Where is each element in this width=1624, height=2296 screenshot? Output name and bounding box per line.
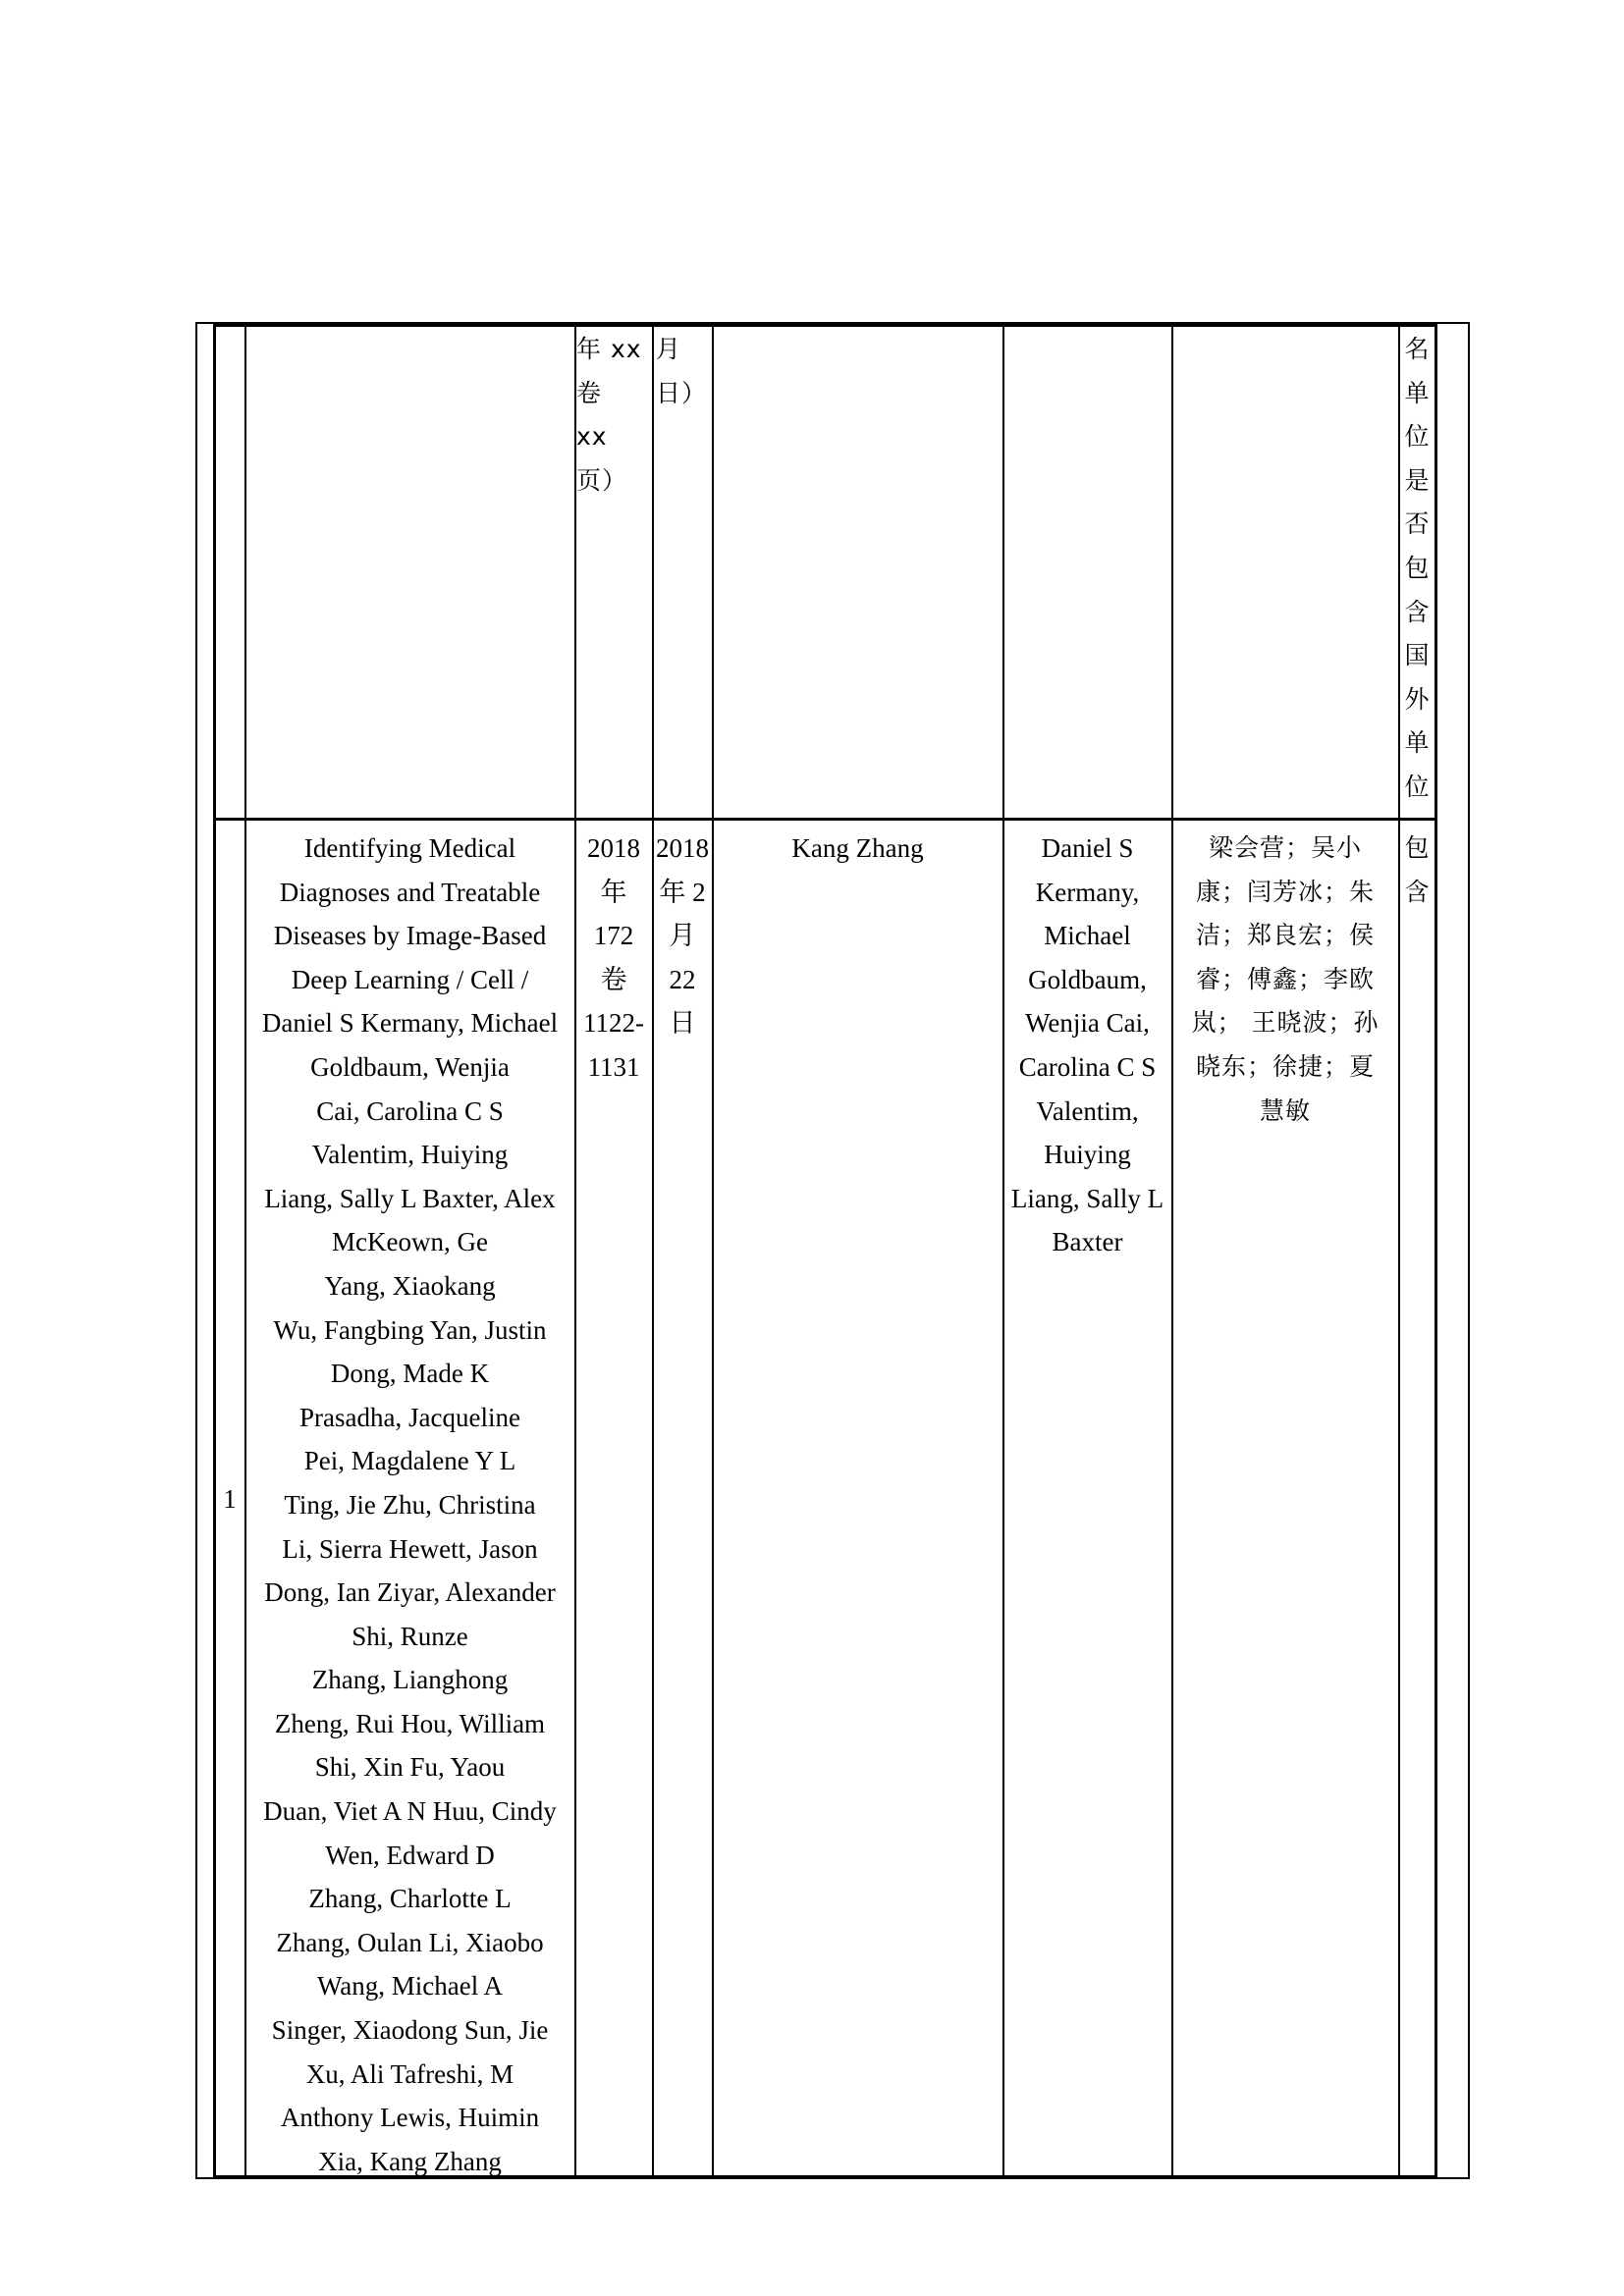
corresponding-author-text: Kang Zhang (791, 833, 924, 863)
header-date-text: 月 日） (656, 335, 708, 407)
first-authors-cell (1003, 827, 1171, 2175)
table-outer-right-border (1468, 322, 1470, 2179)
header-date-cell (656, 328, 711, 814)
foreign-unit-text: 包 含 (1404, 833, 1430, 906)
header-foreign-unit-cell (1400, 328, 1434, 814)
corresponding-author-cell (713, 827, 1002, 2175)
table-outer-left-border (195, 322, 197, 2179)
row-index: 1 (223, 1484, 237, 1514)
header-foreign-unit-text: 名 单 位 是 否 包 含 国 外 单 位 (1404, 335, 1430, 801)
first-authors-text: Daniel S Kermany, Michael Goldbaum, Wenjia Cai, Carolina C S Valentim, Huiying Liang, Sally L Baxter (1010, 833, 1164, 1257)
domestic-authors-text: 梁会营；吴小 康；闫芳冰；朱 洁；郑良宏；侯 睿；傅鑫；李欧 岚； 王晓波；孙 晓东；徐捷；夏 慧敏 (1191, 833, 1380, 1125)
table-inner-left-border (213, 324, 216, 2178)
journal-text: 2018 年 172 卷 1122- 1131 (583, 833, 644, 1082)
journal-cell (575, 827, 652, 2175)
table-inner-right-border (1435, 324, 1437, 2178)
domestic-authors-cell (1173, 827, 1397, 2175)
header-row-bottom-border (213, 818, 1437, 821)
foreign-unit-cell (1400, 827, 1434, 944)
header-journal-text: 年 xx 卷 xx 页） (576, 335, 642, 495)
publish-date-cell (653, 827, 712, 2175)
publish-date-text: 2018 年 2 月 22 日 (656, 833, 709, 1039)
paper-title-text: Identifying Medical Diagnoses and Treatable Diseases by Image-Based Deep Learning / Cell / Daniel S Kermany, Michael Goldbaum, Wenjia Cai, Carolina C S Valentim, Huiying Liang, Sally L Baxter, Alex McKeown, Ge Yang, Xiaokang Wu, Fangbing Yan, Justin Dong, Made K Prasadha, Jacqueline Pei, Magdalene Y L Ting, Jie Zhu, Christina Li, Sierra Hewett, Jason Dong, Ian Ziyar, Alexander Shi, Runze Zhang, Lianghong Zheng, Rui Hou, William Shi, Xin Fu, Yaou Duan, Viet A N Huu, Cindy Wen, Edward D Zhang, Charlotte L Zhang, Oulan Li, Xiaobo Wang, Michael A Singer, Xiaodong Sun, Jie Xu, Ali Tafreshi, M Anthony Lewis, Huimin Xia, Kang Zhang (261, 833, 559, 2175)
table-inner-bottom-border (213, 2175, 1437, 2178)
table-inner-top-border (213, 324, 1437, 327)
paper-title-cell (245, 827, 574, 2175)
header-journal-cell (576, 328, 651, 814)
row-index-cell (215, 1477, 244, 1517)
